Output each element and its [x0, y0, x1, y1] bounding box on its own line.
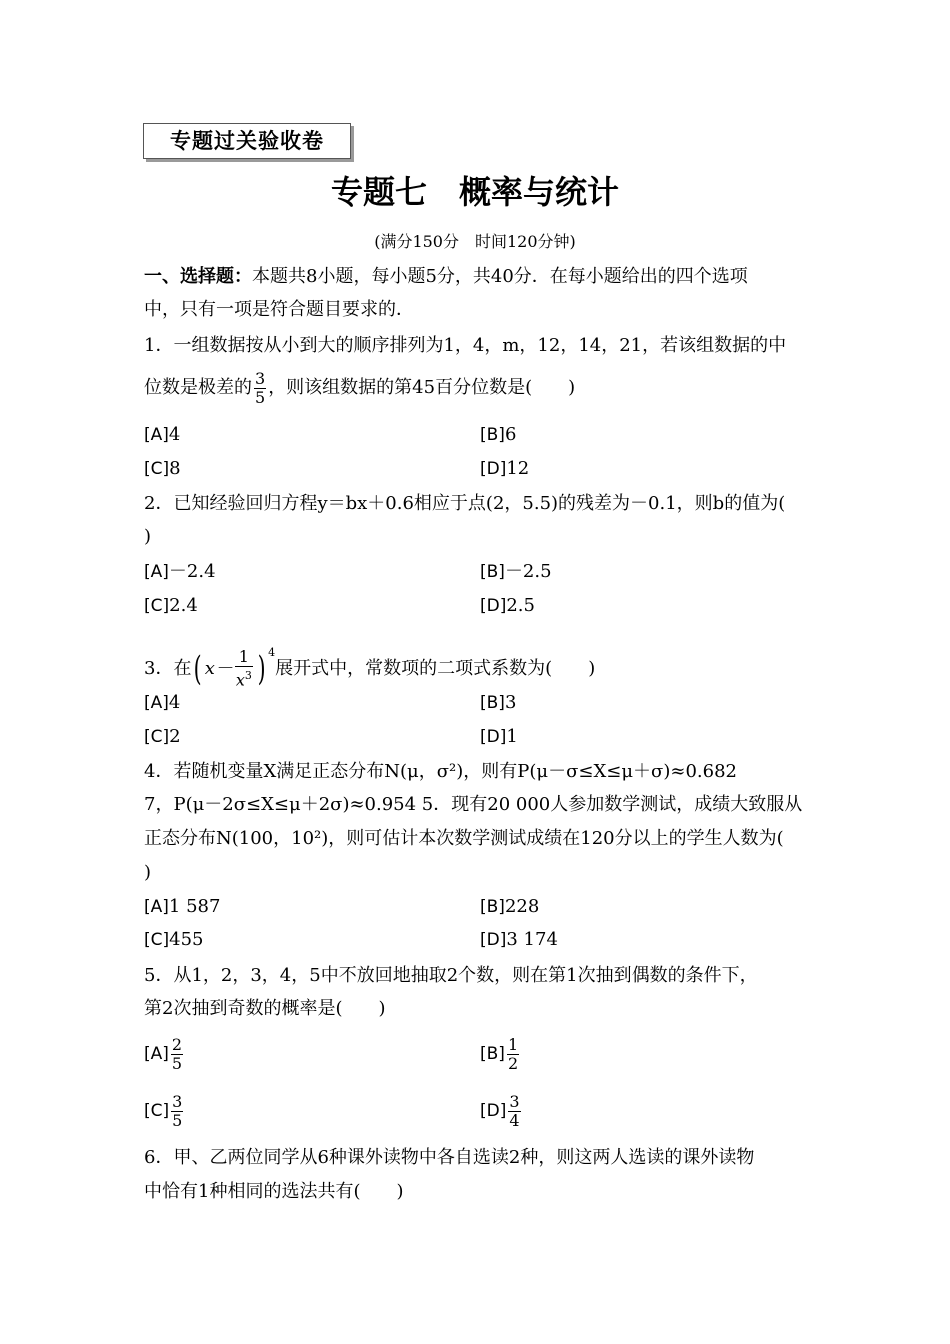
- question-1-line-2: 位数是极差的 $\frac{3}{5}$ ，则该组数据的第45百分位数是( ): [144, 368, 576, 407]
- fraction: $\frac{3}{5}$: [255, 368, 266, 407]
- section-text: 本题共8小题，每小题5分，共40分．在每小题给出的四个选项: [252, 266, 748, 287]
- question-6-line-1: 6．甲、乙两位同学从6种课外读物中各自选读2种，则这两人选读的课外读物: [144, 1147, 755, 1168]
- question-3-option-c[interactable]: [C]2: [144, 726, 181, 747]
- question-3-option-a[interactable]: [A]4: [144, 692, 181, 713]
- question-1-line-1: 1．一组数据按从小到大的顺序排列为1，4，m，12，14，21，若该组数据的中: [144, 335, 787, 356]
- page-title: 专题七 概率与统计: [330, 173, 619, 211]
- question-3-line-1: 3．在( x－ $\frac{1}{x^3}$ ) $^4$展开式中，常数项的二项式系数为( ): [144, 646, 596, 690]
- section-heading: 一、选择题：: [144, 266, 252, 287]
- question-1-option-d[interactable]: [D]12: [480, 458, 530, 479]
- section-banner: 专题过关验收卷: [143, 123, 351, 159]
- question-1-option-a[interactable]: [A]4: [144, 424, 181, 445]
- question-6-line-2: 中恰有1种相同的选法共有( ): [144, 1181, 404, 1202]
- question-3-option-b[interactable]: [B]3: [480, 692, 517, 713]
- right-paren: ): [257, 649, 266, 689]
- question-1-option-b[interactable]: [B]6: [480, 424, 517, 445]
- question-5-line-2: 第2次抽到奇数的概率是( ): [144, 998, 386, 1019]
- fraction: $\frac{1}{2}$: [507, 1034, 519, 1073]
- question-5-option-b[interactable]: [B] $\frac{1}{2}$: [480, 1034, 519, 1073]
- fraction: $\frac{2}{5}$: [171, 1034, 183, 1073]
- fraction: $\frac{1}{x^3}$: [235, 647, 252, 690]
- fraction: $\frac{3}{4}$: [509, 1091, 520, 1130]
- question-5-option-d[interactable]: [D] $\frac{3}{4}$: [480, 1091, 520, 1130]
- question-4-option-d[interactable]: [D]3 174: [480, 929, 558, 950]
- left-paren: (: [194, 649, 203, 689]
- question-2-line-1: 2．已知经验回归方程y＝bx＋0.6相应于点(2，5.5)的残差为－0.1，则b的值为(: [144, 493, 786, 514]
- question-5-line-1: 5．从1，2，3，4，5中不放回地抽取2个数，则在第1次抽到偶数的条件下，: [144, 965, 758, 986]
- question-5-option-c[interactable]: [C] $\frac{3}{5}$: [144, 1091, 183, 1130]
- question-1-option-c[interactable]: [C]8: [144, 458, 181, 479]
- section-intro-line-1: [144, 266, 748, 288]
- question-4-option-c[interactable]: [C]455: [144, 929, 204, 950]
- fraction: $\frac{3}{5}$: [172, 1091, 183, 1130]
- question-5-option-a[interactable]: [A] $\frac{2}{5}$: [144, 1034, 183, 1073]
- section-intro-line-2: 中，只有一项是符合题目要求的．: [144, 299, 414, 320]
- question-2-line-2: ): [144, 526, 152, 547]
- question-4-line-1: 4．若随机变量X满足正态分布N(μ，σ²)，则有P(μ－σ≤X≤μ＋σ)≈0.682: [144, 761, 737, 782]
- exam-info: (满分150分 时间120分钟): [374, 232, 576, 251]
- question-2-option-c[interactable]: [C]2.4: [144, 595, 198, 616]
- question-3-option-d[interactable]: [D]1: [480, 726, 518, 747]
- question-4-option-a[interactable]: [A]1 587: [144, 896, 221, 917]
- question-2-option-b[interactable]: [B]－2.5: [480, 561, 552, 582]
- question-4-option-b[interactable]: [B]228: [480, 896, 540, 917]
- question-4-line-2: 7，P(μ－2σ≤X≤μ＋2σ)≈0.954 5．现有20 000人参加数学测试，成绩大致服从: [144, 794, 803, 815]
- question-2-option-a[interactable]: [A]－2.4: [144, 561, 216, 582]
- question-2-option-d[interactable]: [D]2.5: [480, 595, 535, 616]
- question-4-line-4: ): [144, 862, 152, 883]
- question-4-line-3: 正态分布N(100，10²)，则可估计本次数学测试成绩在120分以上的学生人数为(: [144, 828, 784, 849]
